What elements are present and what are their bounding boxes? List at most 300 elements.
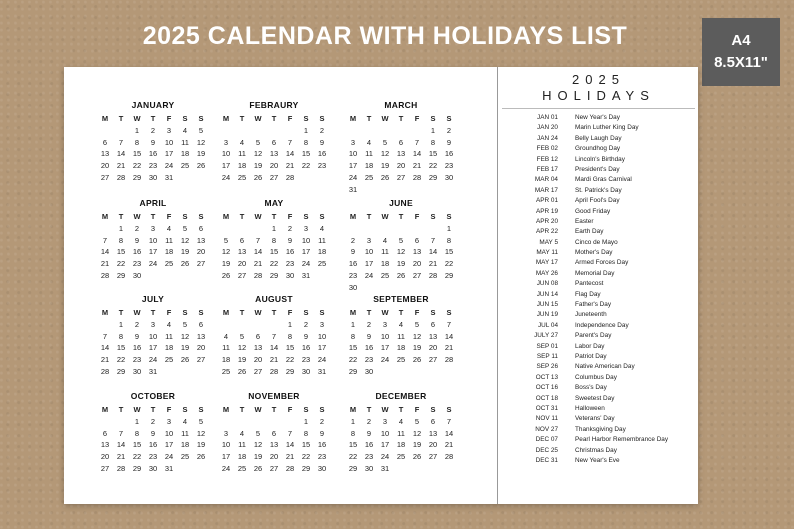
day-cell: 26	[196, 452, 206, 462]
day-cell: 19	[396, 259, 406, 269]
day-cell: 19	[180, 343, 190, 353]
day-cell: 11	[181, 428, 189, 438]
holiday-date: JUN 19	[536, 311, 558, 319]
day-cell: 21	[116, 452, 126, 462]
weekday-header: T	[366, 114, 372, 123]
weekday-header: S	[198, 212, 204, 221]
day-cell: 31	[317, 366, 327, 376]
day-cell: 29	[132, 172, 142, 182]
day-cell: 4	[239, 428, 245, 438]
empty-day-cell	[409, 125, 425, 137]
holiday-date: JAN 01	[537, 114, 558, 121]
day-cell: 3	[350, 137, 356, 147]
holiday-row	[498, 135, 699, 145]
day-cell: 9	[446, 137, 452, 147]
holiday-date: OCT 13	[535, 373, 558, 381]
month-days-grid	[218, 307, 330, 378]
day-cell: 10	[380, 428, 390, 438]
day-cell: 29	[116, 366, 126, 376]
day-cell: 8	[430, 137, 436, 147]
day-cell: 13	[196, 331, 206, 341]
day-cell: 17	[221, 452, 231, 462]
day-cell: 15	[116, 247, 126, 257]
day-cell: 8	[118, 331, 124, 341]
day-cell: 2	[366, 319, 372, 329]
day-cell: 15	[132, 440, 142, 450]
day-cell: 9	[150, 428, 156, 438]
day-cell: 22	[301, 161, 311, 171]
day-cell: 1	[430, 125, 436, 135]
day-cell: 5	[198, 125, 204, 135]
holiday-date: JUN 08	[536, 280, 558, 288]
day-cell: 3	[223, 137, 229, 147]
holiday-date: OCT 31	[535, 404, 558, 412]
day-cell: 1	[134, 416, 140, 426]
day-cell: 19	[196, 149, 206, 159]
day-cell: 2	[150, 416, 156, 426]
holiday-name: New Year's Eve	[575, 456, 620, 464]
day-cell: 16	[132, 247, 142, 257]
weekday-header: S	[430, 308, 436, 317]
holiday-name: Armed Forces Day	[575, 259, 629, 267]
day-cell: 27	[396, 172, 406, 182]
day-cell: 10	[164, 428, 174, 438]
day-cell: 28	[269, 366, 279, 376]
day-cell: 28	[428, 270, 438, 280]
day-cell: 20	[428, 343, 438, 353]
day-cell: 23	[348, 270, 358, 280]
day-cell: 6	[102, 428, 108, 438]
day-cell: 24	[364, 270, 374, 280]
day-cell: 20	[269, 161, 279, 171]
day-cell: 9	[150, 137, 156, 147]
day-cell: 17	[148, 343, 158, 353]
day-cell: 6	[198, 223, 204, 233]
day-cell: 25	[164, 259, 174, 269]
page-title: 2025 CALENDAR WITH HOLIDAYS LIST	[142, 22, 628, 50]
holiday-name: April Fool's Day	[575, 197, 620, 205]
day-cell: 15	[428, 149, 438, 159]
day-cell: 24	[221, 172, 231, 182]
weekday-header: S	[319, 212, 325, 221]
holiday-name: Columbus Day	[575, 373, 617, 381]
day-cell: 13	[196, 235, 206, 245]
month-march	[345, 99, 457, 196]
weekday-header: F	[414, 114, 420, 123]
weekday-header: T	[118, 212, 124, 221]
holiday-name: Halloween	[575, 404, 605, 412]
day-cell: 1	[350, 319, 356, 329]
day-cell: 26	[196, 161, 206, 171]
weekday-header: M	[222, 405, 230, 414]
holiday-date: JAN 20	[537, 124, 558, 132]
empty-day-cell	[234, 416, 250, 428]
day-cell: 20	[100, 161, 110, 171]
day-cell: 28	[444, 355, 454, 365]
holiday-name: Labor Day	[575, 342, 605, 350]
day-cell: 3	[150, 319, 156, 329]
day-cell: 18	[180, 440, 190, 450]
day-cell: 15	[269, 247, 279, 257]
day-cell: 19	[221, 259, 231, 269]
day-cell: 21	[100, 259, 110, 269]
day-cell: 12	[412, 331, 422, 341]
day-cell: 18	[396, 343, 406, 353]
holiday-row	[498, 395, 699, 405]
day-cell: 18	[164, 247, 174, 257]
empty-day-cell	[250, 125, 266, 137]
day-cell: 14	[100, 247, 110, 257]
day-cell: 19	[253, 161, 263, 171]
day-cell: 27	[428, 355, 438, 365]
holiday-row	[498, 311, 699, 321]
day-cell: 19	[412, 343, 422, 353]
day-cell: 21	[428, 259, 438, 269]
day-cell: 2	[303, 319, 309, 329]
day-cell: 23	[301, 355, 311, 365]
day-cell: 8	[287, 331, 293, 341]
weekday-header: T	[398, 308, 404, 317]
weekday-header: M	[222, 212, 230, 221]
day-cell: 4	[319, 223, 325, 233]
day-cell: 7	[102, 235, 108, 245]
day-cell: 26	[396, 270, 406, 280]
weekday-header: S	[198, 405, 204, 414]
day-cell: 3	[319, 319, 325, 329]
holiday-name: Father's Day	[575, 301, 612, 309]
day-cell: 12	[221, 247, 231, 257]
day-cell: 15	[444, 247, 454, 257]
holiday-date: APR 20	[535, 217, 558, 225]
weekday-header: F	[166, 114, 172, 123]
day-cell: 18	[221, 355, 231, 365]
weekday-header: F	[287, 405, 293, 414]
day-cell: 19	[237, 355, 247, 365]
day-cell: 4	[166, 223, 172, 233]
day-cell: 18	[380, 259, 390, 269]
day-cell: 5	[239, 331, 245, 341]
holiday-row	[498, 249, 699, 259]
day-cell: 24	[380, 452, 390, 462]
empty-day-cell	[234, 319, 250, 331]
day-cell: 14	[285, 440, 295, 450]
day-cell: 16	[348, 259, 358, 269]
month-name: JUNE	[389, 198, 413, 208]
day-cell: 12	[253, 149, 263, 159]
holiday-date: OCT 18	[535, 394, 558, 402]
day-cell: 18	[237, 161, 247, 171]
day-cell: 5	[382, 137, 388, 147]
day-cell: 26	[380, 172, 390, 182]
day-cell: 18	[237, 452, 247, 462]
day-cell: 10	[380, 331, 390, 341]
holiday-date: JUL 04	[537, 321, 558, 329]
day-cell: 3	[366, 235, 372, 245]
day-cell: 7	[271, 331, 277, 341]
day-cell: 28	[100, 366, 110, 376]
weekday-header: M	[349, 308, 357, 317]
day-cell: 7	[287, 428, 293, 438]
day-cell: 20	[196, 343, 206, 353]
day-cell: 1	[303, 125, 309, 135]
day-cell: 15	[301, 149, 311, 159]
day-cell: 6	[102, 137, 108, 147]
holiday-name: Easter	[575, 217, 594, 225]
month-december	[345, 390, 457, 475]
month-may	[218, 197, 330, 282]
day-cell: 5	[255, 137, 261, 147]
empty-day-cell	[282, 416, 298, 428]
day-cell: 20	[396, 161, 406, 171]
empty-day-cell	[393, 223, 409, 235]
day-cell: 11	[365, 149, 373, 159]
weekday-header: S	[430, 212, 436, 221]
weekday-header: M	[101, 308, 109, 317]
day-cell: 16	[132, 343, 142, 353]
day-cell: 1	[350, 416, 356, 426]
weekday-header: T	[118, 114, 124, 123]
weekday-header: F	[414, 308, 420, 317]
day-cell: 27	[196, 259, 206, 269]
holiday-name: Patriot Day	[575, 352, 607, 360]
month-october	[97, 390, 209, 475]
empty-day-cell	[377, 223, 393, 235]
empty-day-cell	[409, 223, 425, 235]
holiday-row	[498, 436, 699, 446]
weekday-header: T	[239, 212, 245, 221]
holiday-date: DEC 31	[535, 456, 558, 464]
weekday-header: S	[182, 212, 188, 221]
month-name: FEBRAURY	[249, 100, 299, 110]
day-cell: 20	[100, 452, 110, 462]
day-cell: 12	[412, 428, 422, 438]
day-cell: 22	[348, 355, 358, 365]
holiday-name: Boss's Day	[575, 384, 607, 392]
day-cell: 4	[366, 137, 372, 147]
day-cell: 10	[164, 137, 174, 147]
day-cell: 30	[148, 463, 158, 473]
day-cell: 21	[100, 355, 110, 365]
empty-day-cell	[113, 125, 129, 137]
day-cell: 9	[319, 428, 325, 438]
empty-day-cell	[218, 416, 234, 428]
holiday-row	[498, 187, 699, 197]
weekday-header: S	[198, 114, 204, 123]
weekday-header: S	[446, 405, 452, 414]
day-cell: 16	[317, 440, 327, 450]
day-cell: 25	[380, 270, 390, 280]
weekday-header: T	[118, 405, 124, 414]
day-cell: 9	[134, 235, 140, 245]
month-febraury	[218, 99, 330, 184]
holiday-date: SEP 11	[536, 352, 558, 360]
empty-day-cell	[250, 223, 266, 235]
day-cell: 9	[287, 235, 293, 245]
day-cell: 14	[269, 343, 279, 353]
day-cell: 22	[301, 452, 311, 462]
day-cell: 3	[223, 428, 229, 438]
empty-day-cell	[250, 319, 266, 331]
day-cell: 6	[271, 137, 277, 147]
day-cell: 13	[237, 247, 247, 257]
day-cell: 29	[116, 270, 126, 280]
day-cell: 30	[444, 172, 454, 182]
weekday-header: F	[166, 405, 172, 414]
day-cell: 23	[444, 161, 454, 171]
day-cell: 13	[396, 149, 406, 159]
day-cell: 10	[317, 331, 327, 341]
day-cell: 11	[181, 137, 189, 147]
empty-day-cell	[234, 223, 250, 235]
day-cell: 2	[287, 223, 293, 233]
empty-day-cell	[97, 125, 113, 137]
empty-day-cell	[361, 125, 377, 137]
holiday-date: SEP 01	[536, 342, 558, 350]
day-cell: 20	[196, 247, 206, 257]
day-cell: 4	[182, 125, 188, 135]
day-cell: 24	[164, 452, 174, 462]
day-cell: 19	[380, 161, 390, 171]
weekday-header: W	[133, 308, 141, 317]
day-cell: 8	[303, 137, 309, 147]
weekday-header: T	[366, 405, 372, 414]
holiday-name: New Year's Day	[575, 114, 620, 121]
weekday-header: S	[303, 308, 309, 317]
month-days-grid	[218, 113, 330, 184]
day-cell: 6	[398, 137, 404, 147]
weekday-header: T	[271, 114, 277, 123]
day-cell: 5	[414, 416, 420, 426]
day-cell: 27	[253, 366, 263, 376]
day-cell: 2	[350, 235, 356, 245]
month-name: JULY	[141, 294, 165, 304]
day-cell: 21	[269, 355, 279, 365]
day-cell: 30	[132, 366, 142, 376]
day-cell: 1	[303, 416, 309, 426]
month-days-grid	[97, 404, 209, 475]
day-cell: 16	[285, 247, 295, 257]
day-cell: 23	[364, 452, 374, 462]
day-cell: 18	[317, 247, 327, 257]
day-cell: 20	[428, 440, 438, 450]
holiday-row	[498, 447, 699, 457]
holidays-title: HOLIDAYS	[542, 88, 655, 103]
weekday-header: T	[239, 308, 245, 317]
day-cell: 12	[380, 149, 390, 159]
day-cell: 3	[382, 319, 388, 329]
day-cell: 22	[116, 259, 126, 269]
day-cell: 23	[132, 355, 142, 365]
day-cell: 20	[412, 259, 422, 269]
day-cell: 19	[412, 440, 422, 450]
day-cell: 5	[198, 416, 204, 426]
holiday-name: Native American Day	[575, 363, 635, 371]
month-name: NOVEMBER	[248, 391, 300, 401]
day-cell: 19	[180, 247, 190, 257]
day-cell: 14	[253, 247, 263, 257]
holiday-row	[498, 208, 699, 218]
day-cell: 21	[253, 259, 263, 269]
day-cell: 1	[446, 223, 452, 233]
weekday-header: S	[446, 212, 452, 221]
weekday-header: M	[101, 405, 109, 414]
day-cell: 20	[269, 452, 279, 462]
month-days-grid	[345, 404, 457, 475]
day-cell: 4	[398, 319, 404, 329]
day-cell: 14	[116, 149, 126, 159]
day-cell: 6	[414, 235, 420, 245]
day-cell: 29	[348, 463, 358, 473]
holiday-row	[498, 457, 699, 467]
day-cell: 28	[285, 172, 295, 182]
day-cell: 6	[271, 428, 277, 438]
holiday-row	[498, 218, 699, 228]
day-cell: 13	[100, 440, 110, 450]
day-cell: 23	[148, 161, 158, 171]
day-cell: 4	[182, 416, 188, 426]
day-cell: 17	[301, 247, 311, 257]
day-cell: 4	[398, 416, 404, 426]
day-cell: 29	[301, 463, 311, 473]
day-cell: 28	[116, 463, 126, 473]
empty-day-cell	[377, 125, 393, 137]
day-cell: 30	[364, 366, 374, 376]
holiday-row	[498, 124, 699, 134]
month-november	[218, 390, 330, 475]
day-cell: 21	[412, 161, 422, 171]
month-name: DECEMBER	[375, 391, 427, 401]
day-cell: 18	[164, 343, 174, 353]
weekday-header: T	[271, 405, 277, 414]
day-cell: 27	[100, 172, 110, 182]
holiday-name: Flag Day	[575, 290, 601, 298]
day-cell: 27	[412, 270, 422, 280]
day-cell: 21	[116, 161, 126, 171]
weekday-header: S	[303, 114, 309, 123]
holiday-name: Earth Day	[575, 228, 604, 236]
day-cell: 6	[198, 319, 204, 329]
day-cell: 23	[317, 452, 327, 462]
day-cell: 8	[134, 137, 140, 147]
paper-size-label: A4	[731, 32, 751, 49]
day-cell: 2	[319, 416, 325, 426]
holiday-date: MAY 5	[539, 238, 558, 246]
day-cell: 19	[253, 452, 263, 462]
weekday-header: S	[303, 212, 309, 221]
day-cell: 8	[271, 235, 277, 245]
day-cell: 2	[134, 319, 140, 329]
day-cell: 19	[196, 440, 206, 450]
holiday-date: MAR 17	[534, 186, 558, 194]
holiday-date: FEB 02	[536, 145, 558, 153]
weekday-header: S	[319, 308, 325, 317]
day-cell: 11	[238, 440, 246, 450]
day-cell: 2	[319, 125, 325, 135]
holiday-row	[498, 343, 699, 353]
holiday-date: APR 01	[535, 197, 558, 205]
day-cell: 11	[318, 235, 326, 245]
month-name: APRIL	[139, 198, 167, 208]
holiday-name: Memorial Day	[575, 269, 615, 277]
day-cell: 28	[116, 172, 126, 182]
day-cell: 29	[444, 270, 454, 280]
day-cell: 29	[348, 366, 358, 376]
day-cell: 3	[303, 223, 309, 233]
day-cell: 16	[364, 343, 374, 353]
divider	[502, 108, 695, 109]
day-cell: 30	[301, 366, 311, 376]
empty-day-cell	[218, 125, 234, 137]
